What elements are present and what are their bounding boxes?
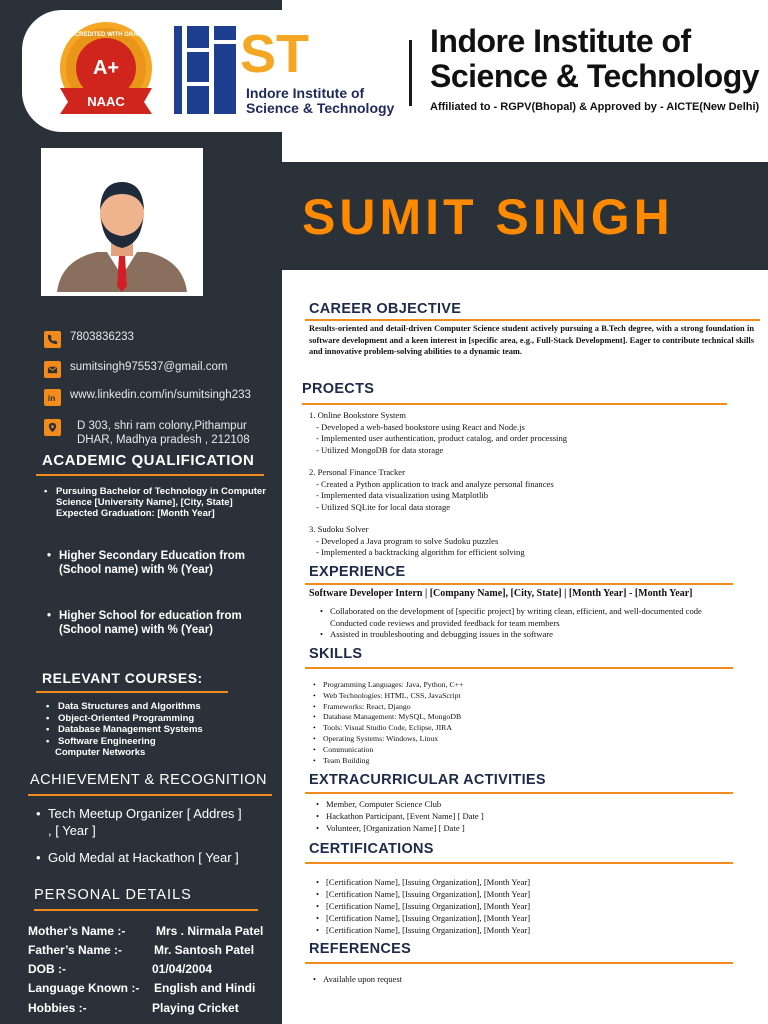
academic-item2-line2: (School name) with % (Year)	[59, 564, 213, 576]
logo-short-text: ST	[240, 24, 310, 84]
skills-rule	[305, 667, 733, 669]
experience-item1-line2: Conducted code reviews and provided feedback for team members	[330, 617, 560, 628]
projects-body	[309, 410, 749, 559]
references-heading: REFERENCES	[309, 941, 412, 957]
skill-item: • Tools: Visual Studio Code, Eclipse, JIRA	[313, 723, 753, 734]
projects-rule	[302, 403, 727, 405]
project-title: 2. Personal Finance Tracker	[309, 467, 405, 477]
achievement-rule	[28, 794, 272, 796]
academic-rule	[36, 474, 264, 476]
profile-photo	[41, 148, 203, 296]
courses-rule	[36, 691, 228, 693]
experience-rule	[305, 583, 733, 585]
naac-label: NAAC	[87, 94, 125, 109]
courses-heading: RELEVANT COURSES:	[42, 670, 203, 686]
project-line: - Developed a web-based bookstore using React and Node.js	[316, 421, 525, 432]
career-heading: CAREER OBJECTIVE	[309, 301, 462, 317]
institute-name	[430, 24, 759, 94]
academic-item1-line2: Science [University Name], [City, State]	[56, 497, 233, 508]
experience-item1-line1: • Collaborated on the development of [specific project] by writing clean, efficient, and well-documented code	[330, 606, 702, 616]
skill-item: • Communication	[313, 745, 753, 756]
academic-heading: ACADEMIC QUALIFICATION	[42, 452, 255, 469]
certification-item: • [Certification Name], [Issuing Organization], [Month Year]	[316, 876, 756, 888]
location-pin-icon	[44, 419, 61, 436]
personal-label: Mother’s Name :-	[28, 924, 126, 938]
naac-top: ACCREDITED WITH GRADE	[66, 32, 146, 38]
course-item: • Database Management Systems	[46, 724, 203, 736]
svg-text:in: in	[47, 394, 56, 403]
contact-email	[44, 361, 227, 378]
contact-linkedin	[44, 389, 251, 406]
naac-badge-icon	[52, 18, 160, 126]
extracurricular-list	[316, 799, 756, 834]
inst-line1: Indore Institute of	[430, 23, 691, 59]
academic-list-2	[47, 549, 245, 577]
email-icon	[44, 361, 61, 378]
extracurricular-heading: EXTRACURRICULAR ACTIVITIES	[309, 772, 546, 788]
academic-item	[47, 609, 242, 637]
academic-item3-line1: • Higher School for education from	[59, 610, 242, 622]
project-line: - Developed a Java program to solve Sudoku puzzles	[316, 535, 499, 546]
linkedin-text[interactable]: www.linkedin.com/in/sumitsingh233	[70, 389, 251, 401]
phone-text: 7803836233	[70, 331, 134, 343]
skill-item: • Programming Languages: Java, Python, C++	[313, 680, 753, 691]
career-rule	[305, 319, 760, 321]
course-extra: Computer Networks	[55, 747, 146, 758]
experience-heading: EXPERIENCE	[309, 564, 406, 580]
courses-list	[46, 701, 203, 747]
affiliation-text: Affiliated to - RGPV(Bhopal) & Approved by - AICTE(New Delhi)	[430, 101, 760, 113]
skill-item: • Web Technologies: HTML, CSS, JavaScript	[313, 691, 753, 702]
phone-icon	[44, 331, 61, 348]
extracurricular-rule	[305, 792, 733, 794]
certification-item: • [Certification Name], [Issuing Organization], [Month Year]	[316, 900, 756, 912]
achievement-item1-line1: • Tech Meetup Organizer [ Addres ]	[48, 806, 242, 821]
personal-label: Hobbies :-	[28, 1001, 87, 1015]
project-spacer	[309, 513, 749, 524]
avatar-icon	[41, 148, 203, 296]
email-text[interactable]: sumitsingh975537@gmail.com	[70, 361, 228, 373]
contact-address	[44, 419, 250, 447]
course-item: • Data Structures and Algorithms	[46, 701, 203, 713]
academic-item3-line2: (School name) with % (Year)	[59, 624, 213, 636]
logo-sub-line2: Science & Technology	[246, 100, 395, 116]
academic-list-1	[44, 486, 266, 519]
personal-heading: PERSONAL DETAILS	[34, 887, 192, 903]
academic-list-3	[47, 609, 242, 637]
personal-rule	[34, 909, 258, 911]
personal-label: DOB :-	[28, 962, 66, 976]
personal-label: Father’s Name :-	[28, 943, 123, 957]
certifications-list	[316, 876, 756, 936]
certification-item: • [Certification Name], [Issuing Organization], [Month Year]	[316, 924, 756, 936]
logo-sub-line1: Indore Institute of	[246, 85, 365, 101]
academic-item	[47, 549, 245, 577]
address-line2: DHAR, Madhya pradesh , 212108	[77, 434, 250, 446]
course-item: • Software Engineering	[46, 736, 203, 748]
project-line: - Implemented data visualization using Matplotlib	[316, 490, 489, 500]
achievement-item	[36, 805, 242, 839]
linkedin-icon	[44, 389, 61, 406]
personal-label: Language Known :-	[28, 981, 140, 995]
academic-item1-line3: Expected Graduation: [Month Year]	[56, 508, 215, 519]
personal-value: Mr. Santosh Patel	[154, 943, 255, 957]
extracurricular-item: • Hackathon Participant, [Event Name] [ Date ]	[316, 811, 756, 823]
skills-list	[313, 680, 753, 766]
extracurricular-item: • Volunteer, [Organization Name] [ Date ]	[316, 823, 756, 835]
certifications-heading: CERTIFICATIONS	[309, 841, 434, 857]
project-line: - Implemented user authentication, product catalog, and order processing	[316, 433, 568, 443]
career-text: Results-oriented and detail-driven Computer Science student actively pursuing a B.Tech degree, with a strong foundation in software development and a keen interest in [specific area, e.g., Full-Stack Development]. Eager to contribute technical skills and innovative problem-solving abilities to a dynamic team.	[309, 324, 754, 356]
experience-role: Software Developer Intern | [Company Name], [City, State] | [Month Year] - [Month Year]	[309, 588, 693, 599]
project-line: - Utilized MongoDB for data storage	[316, 444, 444, 455]
naac-grade: A+	[92, 57, 120, 79]
project-line: - Created a Python application to track and analyze personal finances	[316, 478, 554, 489]
academic-item2-line1: • Higher Secondary Education from	[59, 550, 245, 562]
experience-list	[320, 606, 766, 641]
contact-phone	[44, 331, 134, 348]
project-title: 3. Sudoku Solver	[309, 524, 369, 534]
achievement-item: • Gold Medal at Hackathon [ Year ]	[36, 849, 242, 866]
project-line: - Implemented a backtracking algorithm for efficient solving	[316, 547, 525, 557]
references-list	[313, 974, 753, 986]
extracurricular-item: • Member, Computer Science Club	[316, 799, 756, 811]
achievement-list	[36, 805, 242, 866]
certification-item: • [Certification Name], [Issuing Organization], [Month Year]	[316, 912, 756, 924]
header-divider	[409, 40, 412, 106]
skill-item: • Frameworks: React, Django	[313, 702, 753, 713]
personal-value: Playing Cricket	[152, 1001, 239, 1015]
skill-item: • Database Management: MySQL, MongoDB	[313, 712, 753, 723]
personal-value: English and Hindi	[154, 981, 256, 995]
references-rule	[305, 962, 733, 964]
skill-item: • Operating Systems: Windows, Linux	[313, 734, 753, 745]
address-line1: D 303, shri ram colony,Pithampur	[77, 420, 247, 432]
project-spacer	[309, 456, 749, 467]
academic-item1-line1: • Pursuing Bachelor of Technology in Computer	[56, 486, 266, 497]
candidate-name: SUMIT SINGH	[302, 189, 674, 245]
achievement-heading: ACHIEVEMENT & RECOGNITION	[30, 772, 268, 788]
certification-item: • [Certification Name], [Issuing Organization], [Month Year]	[316, 888, 756, 900]
experience-item: • Assisted in troubleshooting and debugging issues in the software	[320, 629, 766, 641]
personal-value: 01/04/2004	[152, 962, 213, 976]
skill-item: • Team Building	[313, 756, 753, 767]
achievement-item1-line2: , [ Year ]	[48, 823, 96, 838]
project-line: - Utilized SQLite for local data storage	[316, 501, 451, 512]
certifications-rule	[305, 862, 733, 864]
experience-item	[320, 606, 766, 629]
course-item: • Object-Oriented Programming	[46, 713, 203, 725]
personal-value: Mrs . Nirmala Patel	[156, 924, 264, 938]
inst-line2: Science & Technology	[430, 58, 760, 94]
projects-heading: PROECTS	[302, 381, 375, 397]
reference-item: • Available upon request	[313, 974, 753, 986]
address-text	[70, 419, 250, 447]
skills-heading: SKILLS	[309, 646, 363, 662]
logo-subtitle	[246, 86, 394, 116]
academic-item	[44, 486, 266, 519]
project-title: 1. Online Bookstore System	[309, 410, 406, 420]
